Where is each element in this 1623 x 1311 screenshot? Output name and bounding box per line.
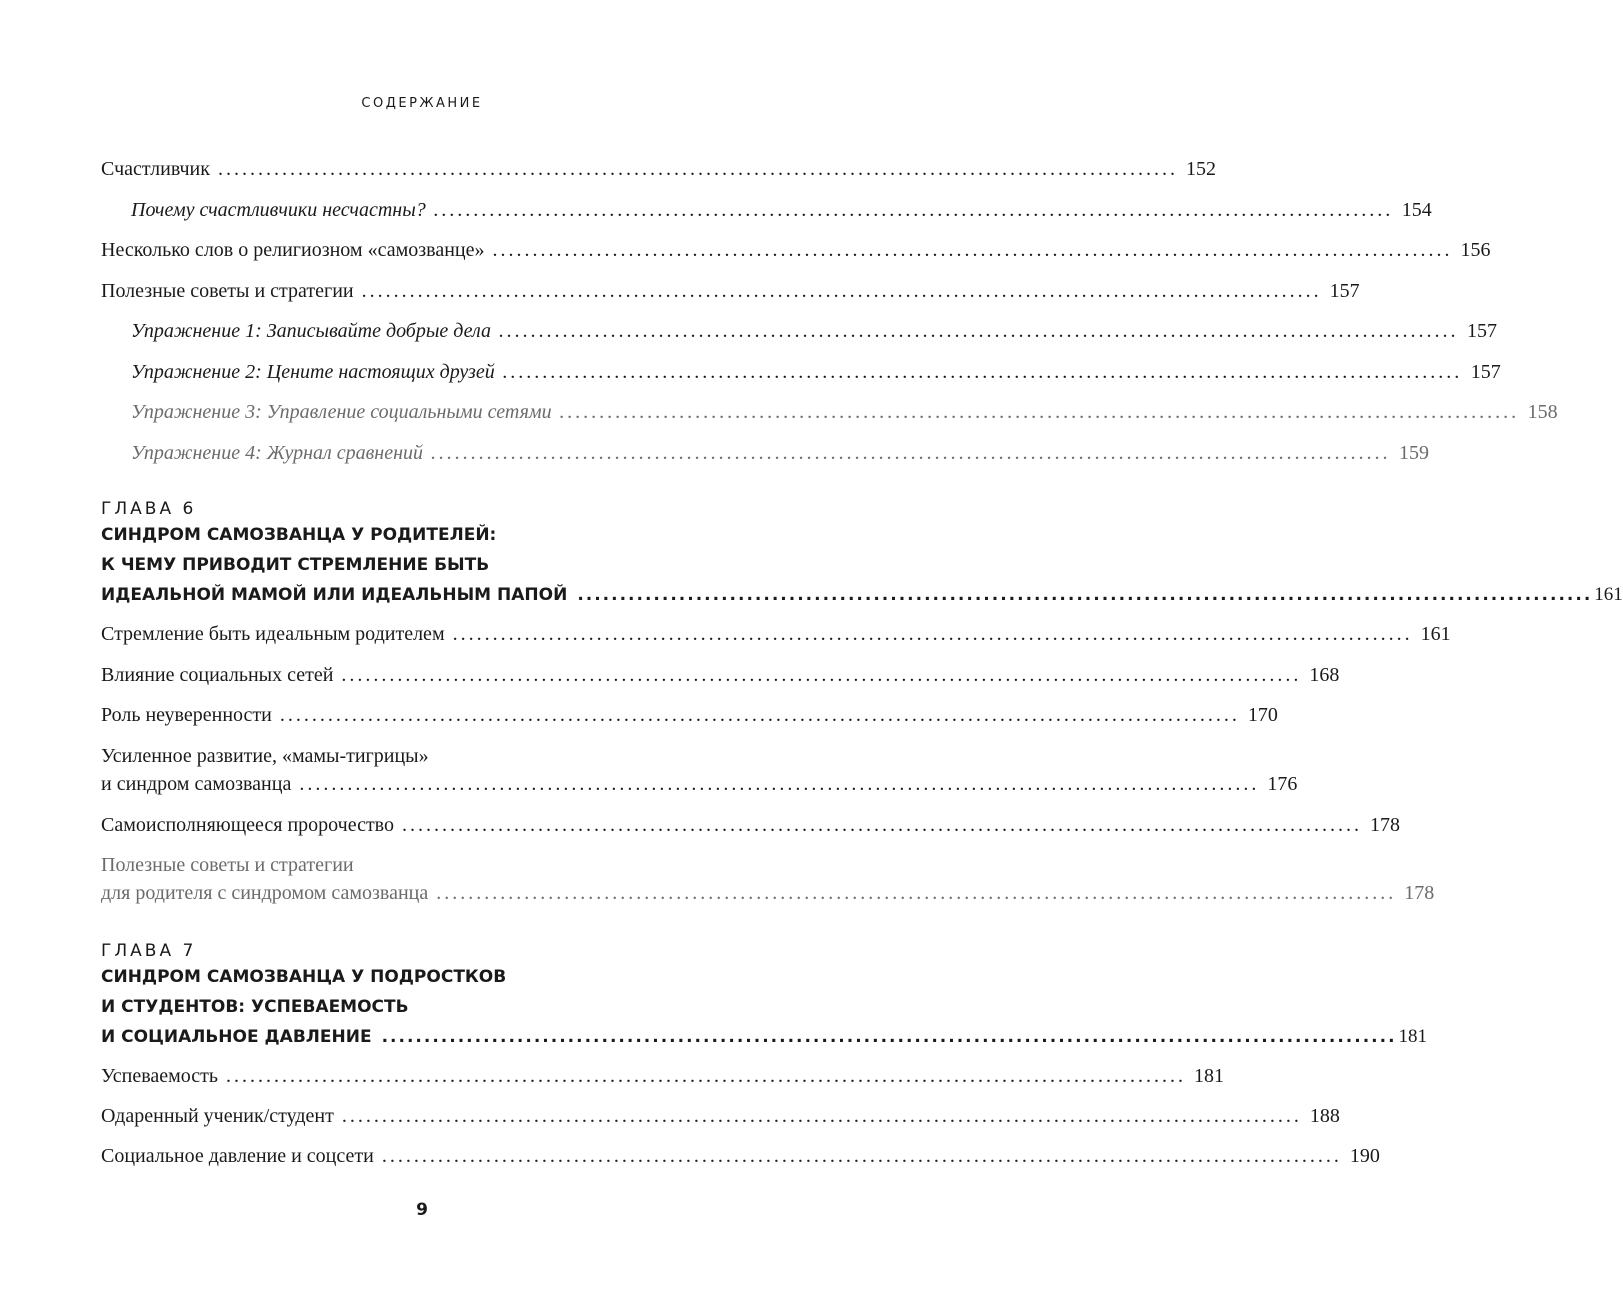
leader-dots: ........................................................................................................................ — [559, 401, 1520, 423]
leader-dots: ........................................................................................................................ — [341, 664, 1302, 686]
page-number: 188 — [1309, 1105, 1340, 1127]
page-number: 178 — [1404, 882, 1435, 904]
toc-entry[interactable]: Стремление быть идеальным родителем ........................................................................................................................ 161 — [101, 620, 691, 648]
toc-entry[interactable]: Несколько слов о религиозном «самозванце» ........................................................................................................................ 156 — [101, 236, 691, 264]
page-number: 156 — [1460, 239, 1491, 261]
leader-dots: ........................................................................................................................ — [433, 199, 1394, 221]
toc-entry[interactable]: Одаренный ученик/студент ........................................................................................................................ 188 — [101, 1102, 691, 1130]
leader-dots: ........................................................................................................................ — [381, 1145, 1342, 1167]
page-number: 181 — [1194, 1065, 1225, 1087]
leader-dots: ........................................................................................................................ — [431, 442, 1392, 464]
toc-entry[interactable]: Роль неуверенности ........................................................................................................................ 170 — [101, 701, 691, 729]
leader-dots: ........................................................................................................................ — [361, 280, 1322, 302]
toc-entry[interactable]: Упражнение 4: Журнал сравнений ........................................................................................................................ 159 — [131, 439, 691, 467]
toc-entry[interactable]: Успеваемость ........................................................................................................................ 181 — [101, 1062, 691, 1090]
leader-dots: ........................................................................................................................ — [381, 1027, 1397, 1047]
leader-dots: ........................................................................................................................ — [492, 239, 1453, 261]
leader-dots: ........................................................................................................................ — [452, 623, 1413, 645]
leader-dots: ........................................................................................................................ — [226, 1065, 1187, 1087]
toc-entry[interactable]: Усиленное развитие, «мамы-тигрицы» и синдром самозванца ........................................................................................................................ 176 — [101, 742, 691, 798]
page-number: 157 — [1467, 320, 1497, 342]
leader-dots: ........................................................................................................................ — [299, 773, 1260, 795]
toc-entry[interactable]: Упражнение 1: Записывайте добрые дела ........................................................................................................................ 157 — [131, 317, 691, 345]
page-number: 157 — [1470, 361, 1501, 383]
chapter-title[interactable]: СИНДРОМ САМОЗВАНЦА У ПОДРОСТКОВ И СТУДЕНТОВ: УСПЕВАЕМОСТЬ И СОЦИАЛЬНОЕ ДАВЛЕНИЕ ........................................................................................................................ 181 — [101, 962, 691, 1052]
page-number: 159 — [1399, 442, 1430, 464]
toc-entry[interactable]: Упражнение 3: Управление социальными сетями ........................................................................................................................ 158 — [131, 398, 691, 426]
leader-dots: ........................................................................................................................ — [577, 585, 1593, 605]
toc-entry[interactable]: Счастливчик ........................................................................................................................ 152 — [101, 155, 691, 183]
page-number: 154 — [1401, 199, 1432, 221]
leader-dots: ........................................................................................................................ — [436, 882, 1397, 904]
chapter-label: ГЛАВА 6 — [101, 499, 197, 519]
page-number: 176 — [1267, 773, 1298, 795]
page-number: 170 — [1247, 704, 1278, 726]
chapter-label: ГЛАВА 7 — [101, 941, 197, 961]
running-head: СОДЕРЖАНИЕ — [361, 96, 483, 111]
toc-entry[interactable]: Полезные советы и стратегии ........................................................................................................................ 157 — [101, 277, 691, 305]
toc-entry[interactable]: Самоисполняющееся пророчество ........................................................................................................................ 178 — [101, 811, 691, 839]
toc-entry[interactable]: Полезные советы и стратегии для родителя с синдромом самозванца ........................................................................................................................ 178 — [101, 851, 691, 907]
toc-entry[interactable]: Влияние социальных сетей ........................................................................................................................ 168 — [101, 661, 691, 689]
page-number: 152 — [1185, 158, 1216, 180]
page-number: 161 — [1594, 584, 1623, 605]
chapter-title[interactable]: СИНДРОМ САМОЗВАНЦА У РОДИТЕЛЕЙ: К ЧЕМУ ПРИВОДИТ СТРЕМЛЕНИЕ БЫТЬ ИДЕАЛЬНОЙ МАМОЙ ИЛИ ИДЕАЛЬНЫМ ПАПОЙ ........................................................................................................................ 161 — [101, 520, 691, 610]
page-folio: 9 — [416, 1200, 428, 1220]
leader-dots: ........................................................................................................................ — [502, 361, 1463, 383]
page-number: 157 — [1329, 280, 1360, 302]
toc-entry[interactable]: Социальное давление и соцсети ........................................................................................................................ 190 — [101, 1142, 691, 1170]
page-number: 178 — [1370, 814, 1400, 836]
leader-dots: ........................................................................................................................ — [279, 704, 1240, 726]
leader-dots: ........................................................................................................................ — [217, 158, 1178, 180]
page-number: 181 — [1398, 1026, 1428, 1047]
page-number: 158 — [1527, 401, 1558, 423]
toc-entry[interactable]: Почему счастливчики несчастны? ........................................................................................................................ 154 — [131, 196, 691, 224]
page-number: 161 — [1420, 623, 1451, 645]
page-number: 190 — [1349, 1145, 1380, 1167]
toc-entry[interactable]: Упражнение 2: Цените настоящих друзей ........................................................................................................................ 157 — [131, 358, 691, 386]
leader-dots: ........................................................................................................................ — [341, 1105, 1302, 1127]
leader-dots: ........................................................................................................................ — [499, 320, 1459, 342]
leader-dots: ........................................................................................................................ — [402, 814, 1362, 836]
page-number: 168 — [1309, 664, 1340, 686]
